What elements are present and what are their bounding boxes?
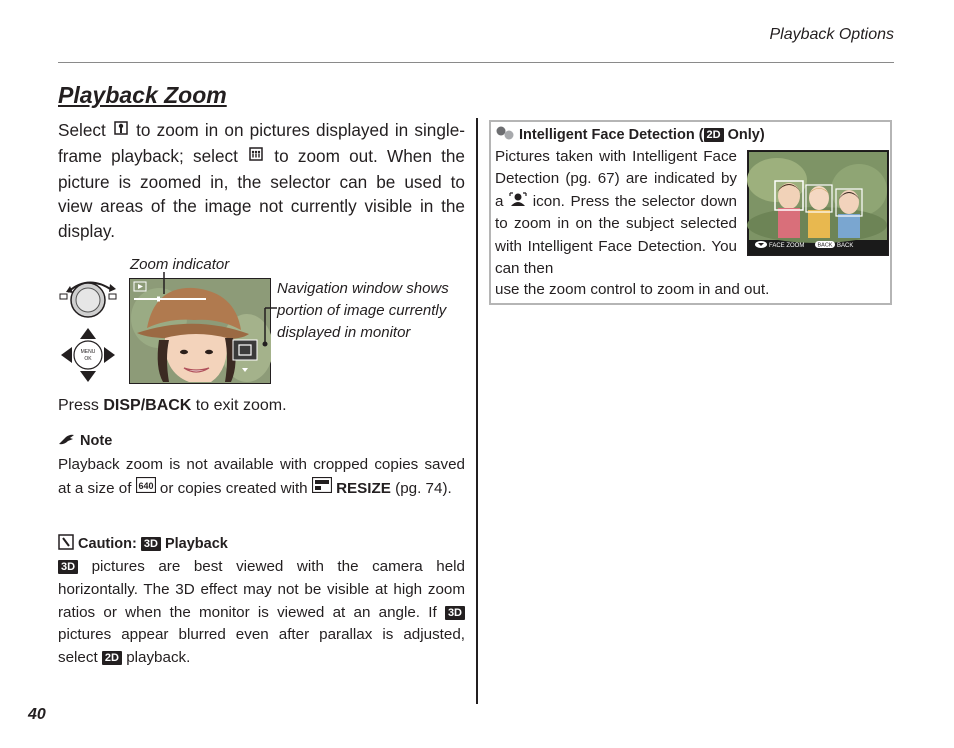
caution-heading: Caution: 3D Playback bbox=[58, 534, 228, 554]
resize-icon bbox=[312, 477, 332, 501]
zoom-indicator-label: Zoom indicator bbox=[130, 256, 230, 273]
caution-icon bbox=[58, 534, 74, 554]
selector-pad-icon bbox=[61, 328, 115, 382]
press-instruction: Press DISP/BACK to exit zoom. bbox=[58, 397, 287, 414]
svg-text:640: 640 bbox=[138, 480, 154, 491]
tip-body-last-line: use the zoom control to zoom in and out. bbox=[495, 281, 770, 298]
camera-controls-illustration bbox=[58, 272, 124, 384]
page-number: 40 bbox=[28, 706, 46, 723]
3d-badge: 3D bbox=[445, 606, 465, 620]
caution-body: 3D pictures are best viewed with the camera held horizontally. The 3D effect may not be visible at high zoom ratios or when the monitor is viewed at an angle. If 3D pictures appear blurred even after parallax is adjusted, select 2D playback. bbox=[58, 558, 465, 667]
face-zoom-screen bbox=[747, 150, 889, 256]
callout-lines bbox=[150, 272, 280, 352]
size-640-icon bbox=[136, 477, 156, 501]
navigation-window-label: Navigation window shows portion of image currently displayed in monitor bbox=[277, 280, 449, 341]
2d-badge: 2D bbox=[704, 128, 724, 142]
3d-badge: 3D bbox=[141, 537, 161, 551]
note-body: Playback zoom is not available with cropped copies saved at a size of 640 or copies created with RESIZE (pg. 74). bbox=[58, 454, 465, 501]
pointing-hand-icon bbox=[58, 432, 76, 450]
disp-back-key: DISP/BACK bbox=[103, 397, 192, 414]
tip-body: Pictures taken with Intelligent Face Detection (pg. 67) are indicated by a icon. Press the selector down to zoom in on the subject selected with Intelligent Face Detection. You can then bbox=[495, 148, 737, 278]
back-label: BACK bbox=[837, 243, 854, 249]
svg-text:OK: OK bbox=[84, 356, 92, 362]
3d-badge: 3D bbox=[58, 560, 78, 574]
zoom-out-icon bbox=[247, 145, 265, 170]
intro-paragraph: Select to zoom in on pictures displayed in single-frame playback; select to zoom out. When the picture is zoomed in, the selector can be used to view areas of the image not currently visible in the display. bbox=[58, 120, 466, 241]
2d-badge: 2D bbox=[102, 651, 122, 665]
tip-icon bbox=[495, 126, 515, 144]
tip-heading: Intelligent Face Detection ( 2D Only) bbox=[495, 126, 765, 144]
column-divider bbox=[476, 118, 478, 704]
zoom-dial-icon bbox=[60, 282, 116, 317]
header-rule bbox=[58, 62, 894, 63]
face-detection-icon bbox=[509, 191, 527, 213]
svg-text:MENU: MENU bbox=[80, 349, 96, 355]
note-heading: Note bbox=[58, 432, 112, 450]
page-title: Playback Zoom bbox=[58, 82, 227, 108]
section-header: Playback Options bbox=[769, 26, 894, 43]
zoom-in-icon bbox=[112, 119, 130, 144]
face-zoom-label: FACE ZOOM bbox=[769, 243, 805, 249]
back-key-label: BACK bbox=[817, 242, 833, 249]
